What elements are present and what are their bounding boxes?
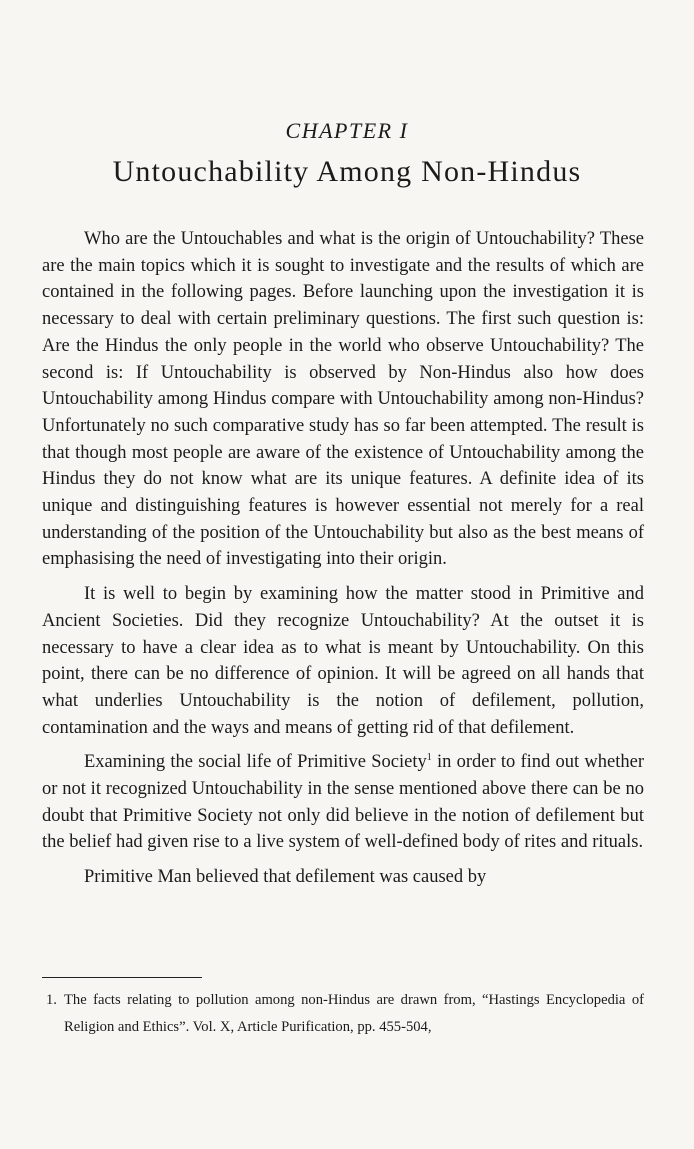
paragraph-3-text-after-ref: in order to find out whether or not it recognized Untouchability in the sense mentioned above there can be no doubt that Primitive Society not only did believe in the notion of defilement but the belief had given rise to a live system of well-defined body of rites and rituals. [42, 752, 644, 853]
paragraph-2: It is well to begin by examining how the matter stood in Primitive and Ancient Societies. Did they recognize Untouchability? At the outset it is necessary to have a clear idea as to what is meant by Untouchability. On this point, there can be no difference of opinion. It will be agreed on all hands that what underlies Untouchability is the notion of defilement, pollution, contamination and the ways and means of getting rid of that defilement. [42, 584, 644, 738]
footnote-text: The facts relating to pollution among non-Hindus are drawn from, “Hastings Encyclopedia of Religion and Ethics”. Vol. X, Article Purification, pp. 455-504, [64, 992, 644, 1035]
footnote [46, 987, 644, 1041]
paragraph-4: Primitive Man believed that defilement was caused by [84, 867, 487, 888]
paragraph-1: Who are the Untouchables and what is the origin of Untouchability? These are the main topics which it is sought to investigate and the results of which are contained in the following pages. Before launching upon the investigation it is necessary to deal with certain preliminary questions. The first such question is: Are the Hindus the only people in the world who observe Untouchability? The second is: If Untouchability is observed by Non-Hindus also how does Untouchability among Hindus compare with Untouchability among non-Hindus? Unfortunately no such comparative study has so far been attempted. The result is that though most people are aware of the existence of Untouchability among the Hindus they do not know what are its unique features. A definite idea of its unique and distinguishing features is however essential not merely for a real understanding of the position of the Untouchability but also as the best means of emphasising the need of investigating into their origin. [42, 229, 644, 570]
paragraph-3-text-before-ref: Examining the social life of Primitive Society [84, 752, 427, 773]
footnote-divider [42, 977, 202, 978]
paragraph-3 [42, 749, 644, 856]
footnote-reference: 1 [426, 752, 432, 764]
body-text [42, 226, 644, 891]
chapter-title: Untouchability Among Non-Hindus [112, 155, 582, 188]
footnote-number: 1. [46, 992, 57, 1008]
chapter-label: CHAPTER I [285, 118, 409, 143]
